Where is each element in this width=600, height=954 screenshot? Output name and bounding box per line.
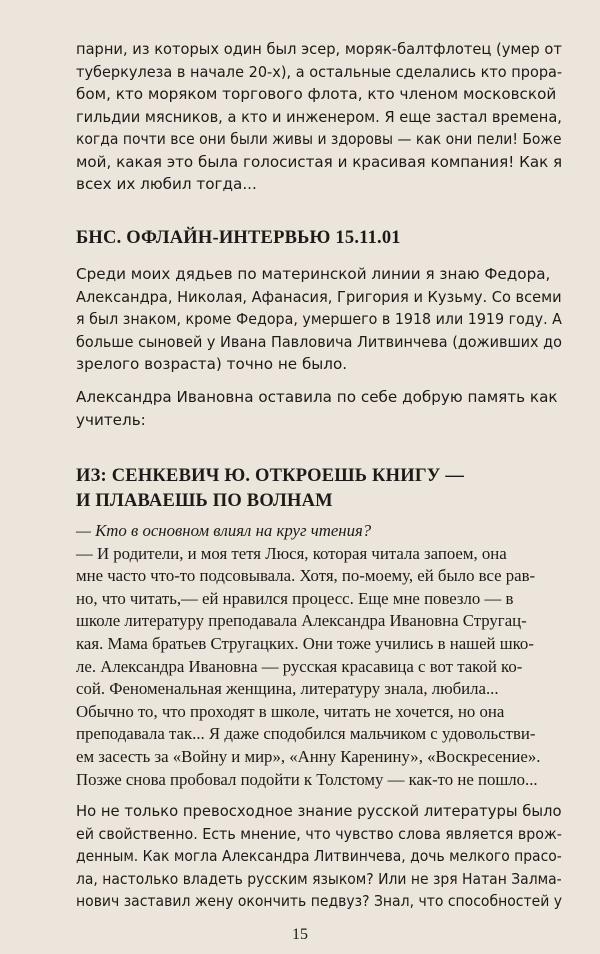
text-line: школе литературу преподавала Александра Ивановна Стругац- xyxy=(76,611,527,631)
text-line: сой. Феноменальная женщина, литературу знала, любила... xyxy=(76,679,499,699)
heading-line: И ПЛАВАЕШЬ ПО ВОЛНАМ xyxy=(76,491,333,511)
text-line: Александра Ивановна оставила по себе добрую память как xyxy=(76,388,558,406)
section-heading-offline-interview: БНС. ОФЛАЙН-ИНТЕРВЬЮ 15.11.01 xyxy=(76,228,401,248)
paragraph-memoir-continuation xyxy=(76,38,562,196)
text-line: мой, какая это была голосистая и красивая компания! Как я xyxy=(76,152,563,171)
text-line: гильдии мясников, а кто и инженером. Я еще застал времена, xyxy=(76,107,562,126)
text-line: учитель: xyxy=(76,410,146,429)
text-line: Александра, Николая, Афанасия, Григория и Кузьму. Со всеми xyxy=(76,287,562,306)
interview-question: — Кто в основном влиял на круг чтения? xyxy=(76,521,372,540)
text-line: парни, из которых один был эсер, моряк-балтфлотец (умер от xyxy=(76,40,562,58)
text-line: ем засесть за «Войну и мир», «Анну Каренину», «Воскресение». xyxy=(76,746,541,766)
text-line: мне часто что-то подсовывала. Хотя, по-моему, ей было все рав- xyxy=(76,566,536,586)
text-line: больше сыновей у Ивана Павловича Литвинчева (доживших до xyxy=(76,332,562,351)
text-line: денным. Как могла Александра Литвинчева, дочь мелкого прасо- xyxy=(76,847,562,865)
section-heading-senkevich xyxy=(76,464,562,514)
text-line: зрелого возраста) точно не было. xyxy=(76,355,348,373)
interview-excerpt xyxy=(76,520,562,791)
text-line: туберкулеза в начале 20-х), а остальные сделались кто прора- xyxy=(76,62,563,81)
paragraph-literature-knowledge xyxy=(76,800,562,913)
text-line: ла, настолько владеть русским языком? Или не зря Натан Залма- xyxy=(76,869,562,888)
text-line: — И родители, и моя тетя Люся, которая читала запоем, она xyxy=(76,543,507,563)
text-line: нович заставил жену окончить педвуз? Знал, что способностей у xyxy=(76,892,563,910)
paragraph-uncles xyxy=(76,263,562,376)
text-line: бом, кто моряком торгового флота, кто членом московской xyxy=(76,85,557,103)
text-line: Обычно то, что проходят в школе, читать не хочется, но она xyxy=(76,701,505,721)
text-line: кая. Мама братьев Стругацких. Они тоже учились в нашей шко- xyxy=(76,633,534,653)
heading-line: ИЗ: СЕНКЕВИЧ Ю. ОТКРОЕШЬ КНИГУ — xyxy=(76,466,465,486)
text-line: но, что читать,— ей нравился процесс. Еще мне повезло — в xyxy=(76,588,514,608)
paragraph-teacher-intro xyxy=(76,386,562,431)
text-line: преподавала так... Я даже сподобился мальчиком с удовольстви- xyxy=(76,724,536,744)
text-line: Среди моих дядьев по материнской линии я знаю Федора, xyxy=(76,265,551,283)
text-line: когда почти все они были живы и здоровы — как они пели! Боже xyxy=(76,130,562,148)
text-line: всех их любил тогда... xyxy=(76,175,257,193)
text-line: Но не только превосходное знание русской литературы было xyxy=(76,802,562,820)
text-line: я был знаком, кроме Федора, умершего в 1918 или 1919 году. А xyxy=(76,310,562,328)
page-number: 15 xyxy=(292,926,308,943)
text-line: ей свойственно. Есть мнение, что чувство слова является врож- xyxy=(76,824,562,843)
text-line: ле. Александра Ивановна — русская красавица с вот такой ко- xyxy=(76,656,523,676)
text-line: Позже снова пробовал подойти к Толстому — как-то не пошло... xyxy=(76,769,538,789)
